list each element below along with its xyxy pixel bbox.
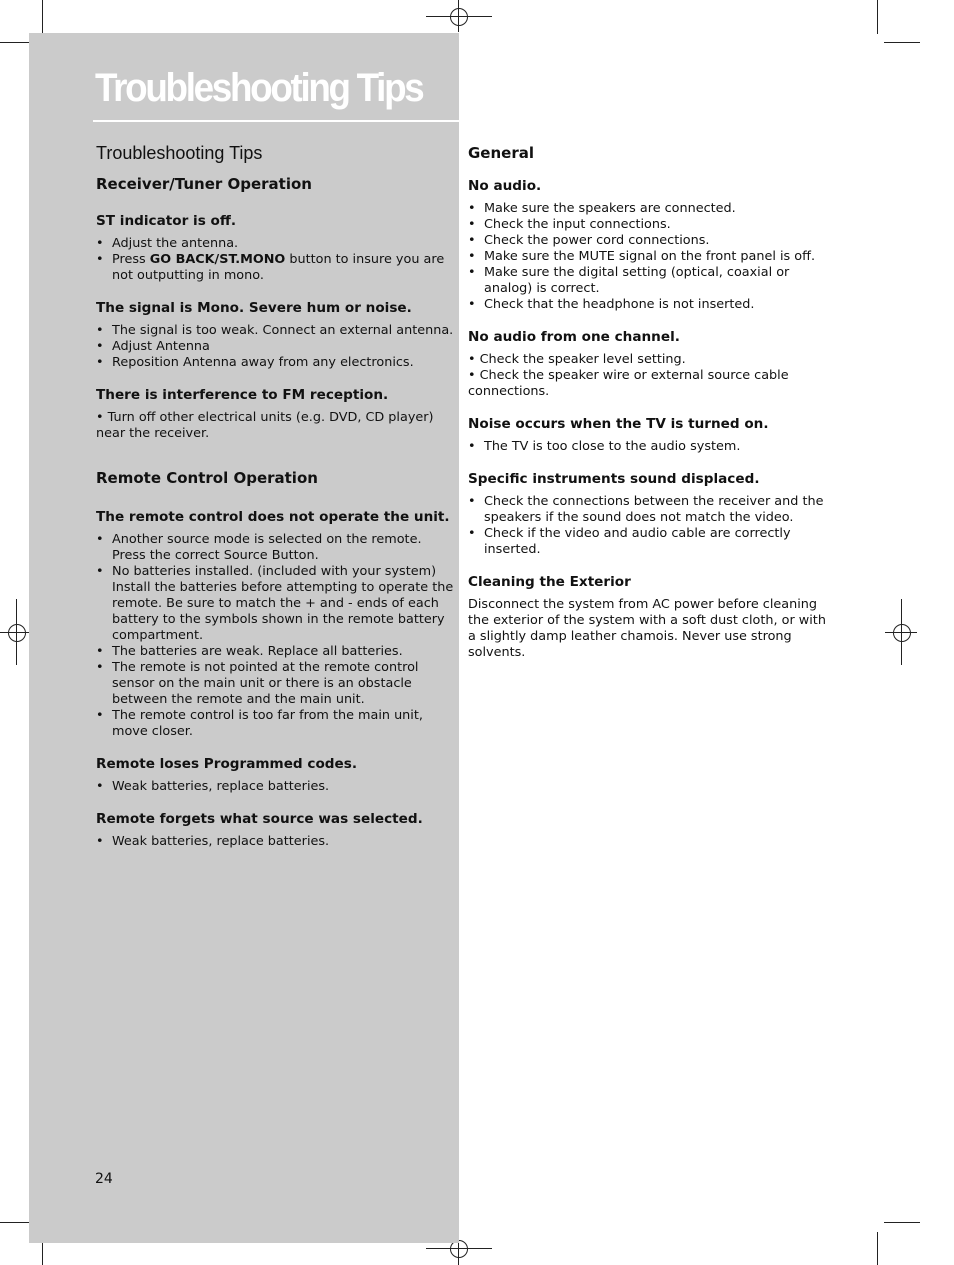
registration-mark-icon: [8, 624, 26, 642]
answer-list: [96, 779, 454, 795]
list-item: • Adjust the antenna.: [96, 236, 454, 252]
question-instruments-displaced: Specific instruments sound displaced.: [468, 471, 760, 487]
list-item: • The remote control is too far from the main unit, move closer.: [96, 708, 454, 740]
question-source-forgotten: Remote forgets what source was selected.: [96, 811, 423, 827]
left-column: [96, 141, 454, 850]
registration-mark-icon: [450, 8, 468, 26]
crop-mark: [877, 0, 878, 34]
question-remote-not-operating: The remote control does not operate the unit.: [96, 509, 450, 525]
crop-mark: [884, 1222, 920, 1223]
right-column: [468, 141, 828, 661]
answer-list: [96, 532, 454, 740]
crop-mark: [426, 1248, 492, 1249]
list-item: • Weak batteries, replace batteries.: [96, 834, 454, 850]
list-item: • Make sure the speakers are connected.: [468, 201, 828, 217]
cleaning-heading: Cleaning the Exterior: [468, 574, 631, 590]
list-item: • Make sure the digital setting (optical, coaxial or analog) is correct.: [468, 265, 828, 297]
list-item: • No batteries installed. (included with your system) Install the batteries before attempting to operate the remote. Be sure to match the + and - ends of each battery to the symbols shown in the remote battery compartment.: [96, 564, 454, 644]
question-fm-interference: There is interference to FM reception.: [96, 387, 389, 403]
question-st-indicator: ST indicator is off.: [96, 213, 237, 229]
receiver-heading: Receiver/Tuner Operation: [96, 175, 312, 193]
cleaning-text: Disconnect the system from AC power before cleaning the exterior of the system with a soft dust cloth, or with a slightly damp leather chamois. Never use strong solvents.: [468, 597, 826, 660]
answer-list: [468, 201, 828, 313]
list-item: • Adjust Antenna: [96, 339, 454, 355]
section-heading: Troubleshooting Tips: [96, 143, 263, 163]
list-item: • Weak batteries, replace batteries.: [96, 779, 454, 795]
question-mono-signal: The signal is Mono. Severe hum or noise.: [96, 300, 412, 316]
list-item: [96, 252, 454, 284]
crop-mark: [458, 0, 459, 32]
answer-text: • Turn off other electrical units (e.g. DVD, CD player) near the receiver.: [96, 410, 434, 441]
title-rule: [93, 120, 459, 122]
list-item-text: button to insure you are not outputting in mono.: [112, 252, 445, 283]
general-heading: General: [468, 144, 534, 162]
list-item: • Check if the video and audio cable are correctly inserted.: [468, 526, 828, 558]
page-title: Troubleshooting Tips: [95, 66, 423, 110]
page-number: 24: [95, 1171, 113, 1187]
question-no-audio: No audio.: [468, 178, 542, 194]
question-tv-noise: Noise occurs when the TV is turned on.: [468, 416, 769, 432]
button-name: GO BACK/ST.MONO: [149, 252, 286, 267]
answer-text: • Check the speaker level setting.: [468, 352, 686, 367]
crop-mark: [877, 1232, 878, 1265]
list-item: • The TV is too close to the audio system.: [468, 439, 828, 455]
crop-mark: [42, 0, 43, 34]
crop-mark: [426, 16, 492, 17]
answer-text: • Check the speaker wire or external source cable connections.: [468, 368, 789, 399]
list-item: • The batteries are weak. Replace all batteries.: [96, 644, 454, 660]
question-programmed-codes: Remote loses Programmed codes.: [96, 756, 358, 772]
answer-list: [468, 494, 828, 558]
list-item-text: Press: [112, 252, 150, 267]
list-item: • Another source mode is selected on the remote. Press the correct Source Button.: [96, 532, 454, 564]
answer-list: [96, 834, 454, 850]
list-item: • The signal is too weak. Connect an external antenna.: [96, 323, 454, 339]
list-item: • The remote is not pointed at the remote control sensor on the main unit or there is an obstacle between the remote and the main unit.: [96, 660, 454, 708]
question-one-channel: No audio from one channel.: [468, 329, 680, 345]
answer-list: [468, 439, 828, 455]
list-item: • Check the connections between the receiver and the speakers if the sound does not match the video.: [468, 494, 828, 526]
answer-list: [96, 323, 454, 371]
registration-mark-icon: [893, 624, 911, 642]
list-item: • Check the input connections.: [468, 217, 828, 233]
list-item: • Check that the headphone is not inserted.: [468, 297, 828, 313]
remote-heading: Remote Control Operation: [96, 469, 318, 487]
list-item: • Check the power cord connections.: [468, 233, 828, 249]
answer-list: [96, 236, 454, 284]
crop-mark: [885, 632, 917, 633]
crop-mark: [884, 42, 920, 43]
crop-mark: [0, 632, 32, 633]
list-item: • Reposition Antenna away from any electronics.: [96, 355, 454, 371]
list-item: • Make sure the MUTE signal on the front panel is off.: [468, 249, 828, 265]
